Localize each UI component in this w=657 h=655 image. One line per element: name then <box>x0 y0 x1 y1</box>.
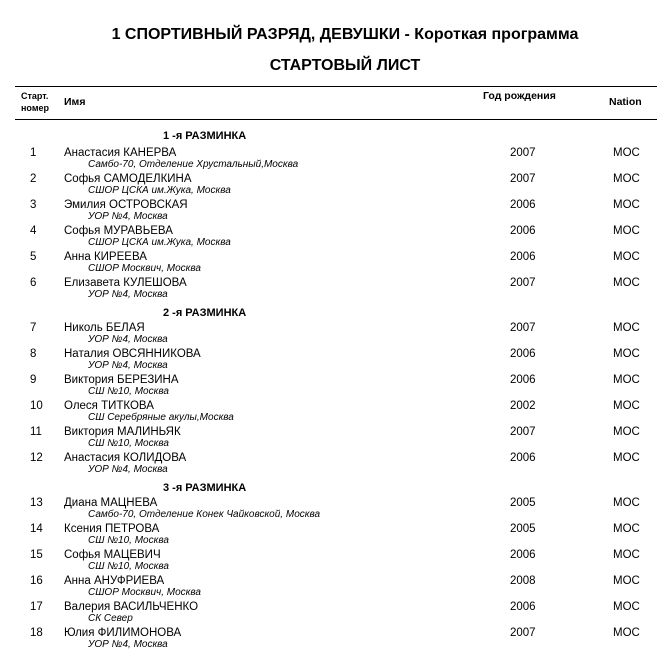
nation-code: MOC <box>613 452 640 464</box>
skater-name: Елизавета КУЛЕШОВА <box>64 277 187 289</box>
birth-year: 2005 <box>510 497 536 509</box>
skater-name: Олеся ТИТКОВА <box>64 400 154 412</box>
start-number: 13 <box>30 497 43 509</box>
birth-year: 2007 <box>510 627 536 639</box>
birth-year: 2006 <box>510 348 536 360</box>
nation-code: MOC <box>613 251 640 263</box>
birth-year: 2006 <box>510 199 536 211</box>
skater-club: УОР №4, Москва <box>88 334 168 345</box>
start-number: 10 <box>30 400 43 412</box>
nation-header: Nation <box>609 96 642 108</box>
birth-year: 2006 <box>510 225 536 237</box>
skater-club: СШ №10, Москва <box>88 386 169 397</box>
skater-club: УОР №4, Москва <box>88 639 168 650</box>
birth-year: 2007 <box>510 322 536 334</box>
birth-year: 2006 <box>510 549 536 561</box>
skater-name: Ксения ПЕТРОВА <box>64 523 160 535</box>
skater-row <box>0 374 657 400</box>
start-number: 1 <box>30 147 37 159</box>
nation-code: MOC <box>613 575 640 587</box>
nation-code: MOC <box>613 627 640 639</box>
warmup-group-label: 3 -я РАЗМИНКА <box>163 482 247 494</box>
header-bottom-rule <box>15 119 657 120</box>
skater-name: Софья МАЦЕВИЧ <box>64 549 161 561</box>
skater-name: Николь БЕЛАЯ <box>64 322 145 334</box>
skater-club: СШ №10, Москва <box>88 561 169 572</box>
skater-name: Виктория МАЛИНЬЯК <box>64 426 181 438</box>
skater-name: Юлия ФИЛИМОНОВА <box>64 627 182 639</box>
start-number: 6 <box>30 277 37 289</box>
name-header: Имя <box>64 96 86 108</box>
start-number: 16 <box>30 575 43 587</box>
skater-name: Софья МУРАВЬЕВА <box>64 225 173 237</box>
skater-name: Валерия ВАСИЛЬЧЕНКО <box>64 601 199 613</box>
skater-row <box>0 277 657 303</box>
skater-name: Виктория БЕРЕЗИНА <box>64 374 179 386</box>
skater-name: Анна АНУФРИЕВА <box>64 575 165 587</box>
skater-row <box>0 199 657 225</box>
skater-club: УОР №4, Москва <box>88 464 168 475</box>
birth-year: 2007 <box>510 426 536 438</box>
nation-code: MOC <box>613 549 640 561</box>
nation-code: MOC <box>613 374 640 386</box>
skater-row <box>0 400 657 426</box>
start-number: 3 <box>30 199 37 211</box>
nation-code: MOC <box>613 601 640 613</box>
start-number: 8 <box>30 348 37 360</box>
skater-club: УОР №4, Москва <box>88 211 168 222</box>
birth-year-header: Год рождения <box>483 90 556 102</box>
skater-row <box>0 426 657 452</box>
start-number-header <box>21 90 61 114</box>
skater-name: Анастасия КОЛИДОВА <box>64 452 187 464</box>
skater-row <box>0 322 657 348</box>
skater-name: Диана МАЦНЕВА <box>64 497 158 509</box>
skater-club: УОР №4, Москва <box>88 289 168 300</box>
document-subtitle: СТАРТОВЫЙ ЛИСТ <box>269 57 421 74</box>
skater-row <box>0 549 657 575</box>
skater-club: СШ №10, Москва <box>88 438 169 449</box>
skater-row <box>0 627 657 653</box>
skater-row <box>0 173 657 199</box>
birth-year: 2007 <box>510 147 536 159</box>
skater-row <box>0 251 657 277</box>
skater-club: СШОР ЦСКА им.Жука, Москва <box>88 185 231 196</box>
start-number: 18 <box>30 627 43 639</box>
skater-club: УОР №4, Москва <box>88 360 168 371</box>
birth-year: 2006 <box>510 251 536 263</box>
start-number: 5 <box>30 251 37 263</box>
birth-year: 2006 <box>510 452 536 464</box>
birth-year: 2006 <box>510 374 536 386</box>
skater-name: Софья САМОДЕЛКИНА <box>64 173 192 185</box>
start-number: 9 <box>30 374 37 386</box>
skater-club: Самбо-70, Отделение Конек Чайковской, Москва <box>88 509 321 520</box>
start-number-header-line2: номер <box>21 103 49 113</box>
skater-name: Эмилия ОСТРОВСКАЯ <box>64 199 188 211</box>
nation-code: MOC <box>613 348 640 360</box>
skater-club: СК Север <box>88 613 133 624</box>
birth-year: 2007 <box>510 173 536 185</box>
skater-row <box>0 225 657 251</box>
start-number: 11 <box>30 426 42 438</box>
skater-row <box>0 452 657 478</box>
birth-year: 2006 <box>510 601 536 613</box>
start-number: 15 <box>30 549 43 561</box>
start-number-header-line1: Старт. <box>21 91 49 101</box>
birth-year: 2005 <box>510 523 536 535</box>
nation-code: MOC <box>613 173 640 185</box>
nation-code: MOC <box>613 322 640 334</box>
nation-code: MOC <box>613 277 640 289</box>
skater-row <box>0 147 657 173</box>
skater-club: СШОР Москвич, Москва <box>88 587 201 598</box>
skater-name: Анастасия КАНЕРВА <box>64 147 177 159</box>
nation-code: MOC <box>613 523 640 535</box>
birth-year: 2007 <box>510 277 536 289</box>
nation-code: MOC <box>613 225 640 237</box>
start-number: 7 <box>30 322 37 334</box>
skater-row <box>0 575 657 601</box>
nation-code: MOC <box>613 497 640 509</box>
skater-row <box>0 601 657 627</box>
skater-club: СШ №10, Москва <box>88 535 169 546</box>
start-number: 14 <box>30 523 43 535</box>
start-number: 12 <box>30 452 43 464</box>
skater-club: СШОР Москвич, Москва <box>88 263 201 274</box>
skater-club: Самбо-70, Отделение Хрустальный,Москва <box>88 159 299 170</box>
document-title: 1 СПОРТИВНЫЙ РАЗРЯД, ДЕВУШКИ - Короткая программа <box>111 26 579 43</box>
nation-code: MOC <box>613 147 640 159</box>
nation-code: MOC <box>613 199 640 211</box>
birth-year: 2002 <box>510 400 536 412</box>
skater-row <box>0 523 657 549</box>
skater-club: СШ Серебряные акулы,Москва <box>88 412 234 423</box>
header-top-rule <box>15 86 657 87</box>
skater-club: СШОР ЦСКА им.Жука, Москва <box>88 237 231 248</box>
skater-row <box>0 348 657 374</box>
skater-name: Наталия ОВСЯННИКОВА <box>64 348 201 360</box>
start-number: 2 <box>30 173 37 185</box>
birth-year: 2008 <box>510 575 536 587</box>
nation-code: MOC <box>613 400 640 412</box>
warmup-group-label: 1 -я РАЗМИНКА <box>163 130 247 142</box>
skater-name: Анна КИРЕЕВА <box>64 251 147 263</box>
warmup-group-label: 2 -я РАЗМИНКА <box>163 307 247 319</box>
skater-row <box>0 497 657 523</box>
start-number: 17 <box>30 601 43 613</box>
start-number: 4 <box>30 225 37 237</box>
nation-code: MOC <box>613 426 640 438</box>
